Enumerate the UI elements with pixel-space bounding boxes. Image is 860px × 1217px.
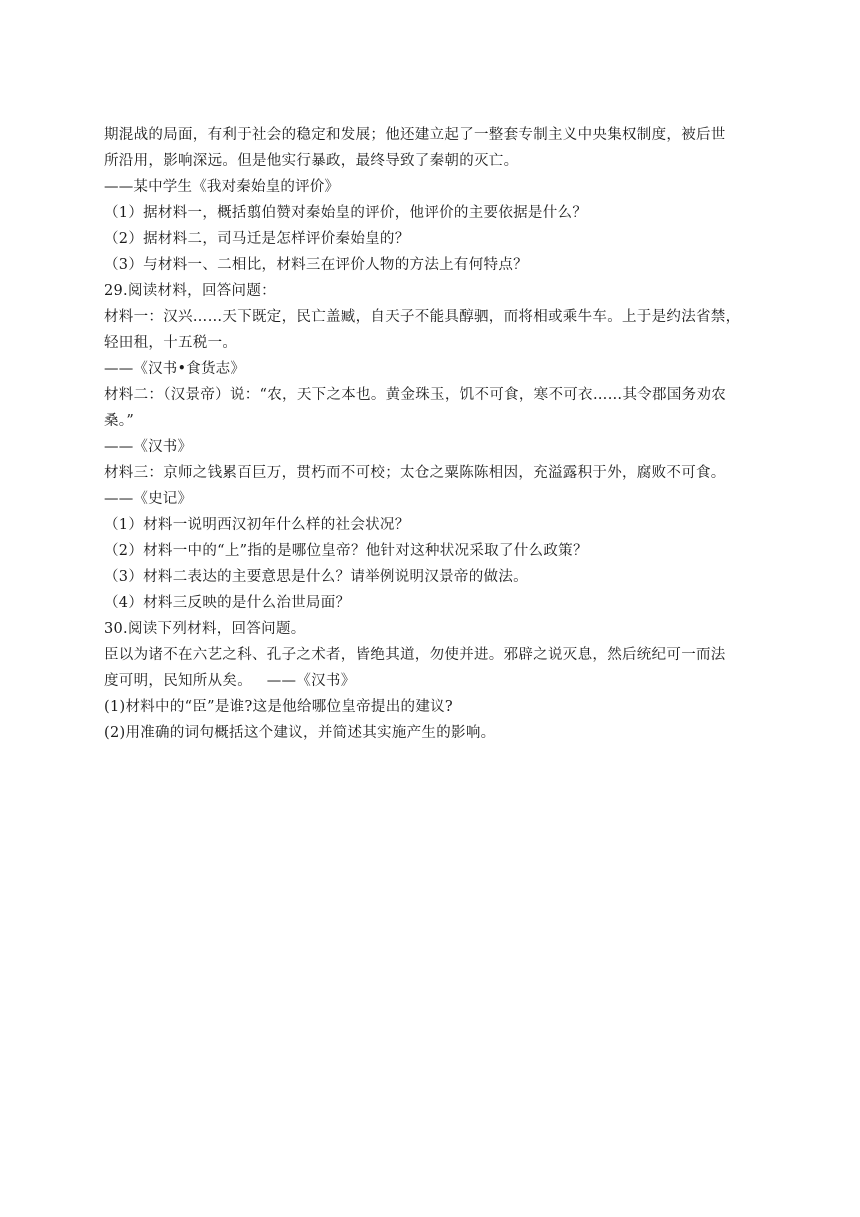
q29-material1-line: 轻田租，十五税一。 (104, 335, 238, 351)
q29-heading: 29.阅读材料，回答问题： (104, 283, 276, 299)
q28-material3-line: 所沿用，影响深远。但是他实行暴政，最终导致了秦朝的灭亡。 (104, 153, 519, 169)
q28-question-2: （2）据材料二，司马迁是怎样评价秦始皇的？ (104, 231, 410, 247)
q28-source: ——某中学生《我对秦始皇的评价》 (104, 179, 340, 195)
q30-material-line: 度可明，民知所从矣。 ——《汉书》 (104, 673, 356, 689)
q29-question-4: （4）材料三反映的是什么治世局面？ (104, 595, 351, 611)
q29-question-1: （1）材料一说明西汉初年什么样的社会状况？ (104, 517, 410, 533)
q29-source3: ——《史记》 (104, 491, 193, 507)
q30-heading: 30.阅读下列材料，回答问题。 (104, 621, 306, 637)
q30-question-2: (2)用准确的词句概括这个建议，并简述其实施产生的影响。 (104, 725, 496, 741)
q30-material-line: 臣以为诸不在六艺之科、孔子之术者，皆绝其道，勿使并进。邪辟之说灭息，然后统纪可一而法 (104, 647, 726, 663)
q28-question-3: （3）与材料一、二相比，材料三在评价人物的方法上有何特点？ (104, 257, 528, 273)
q29-source2: ——《汉书》 (104, 439, 193, 455)
q28-material3-line: 期混战的局面，有利于社会的稳定和发展；他还建立起了一整套专制主义中央集权制度，被后世 (104, 127, 726, 143)
q29-material2-line: 桑。” (104, 413, 135, 429)
q29-material2-line: 材料二：（汉景帝）说：“农，天下之本也。黄金珠玉，饥不可食，寒不可衣……其令郡国务劝农 (104, 387, 727, 403)
q28-section (104, 122, 784, 278)
q30-question-1: (1)材料中的“臣”是谁?这是他给哪位皇帝提出的建议? (104, 699, 454, 715)
q29-section (104, 278, 784, 616)
q29-question-3: （3）材料二表达的主要意思是什么？请举例说明汉景帝的做法。 (104, 569, 528, 585)
q29-question-2: （2）材料一中的“上”指的是哪位皇帝？他针对这种状况采取了什么政策？ (104, 543, 588, 559)
document-page (104, 122, 784, 746)
q29-material3: 材料三：京师之钱累百巨万，贯朽而不可校；太仓之粟陈陈相因，充溢露积于外，腐败不可食。 (104, 465, 726, 481)
q29-material1-line: 材料一：汉兴……天下既定，民亡盖臧，自天子不能具醇驷，而将相或乘牛车。上于是约法省禁， (104, 309, 741, 325)
q29-source1: ——《汉书•食货志》 (104, 361, 246, 377)
q28-question-1: （1）据材料一，概括翦伯赞对秦始皇的评价，他评价的主要依据是什么？ (104, 205, 588, 221)
q30-section (104, 616, 784, 746)
